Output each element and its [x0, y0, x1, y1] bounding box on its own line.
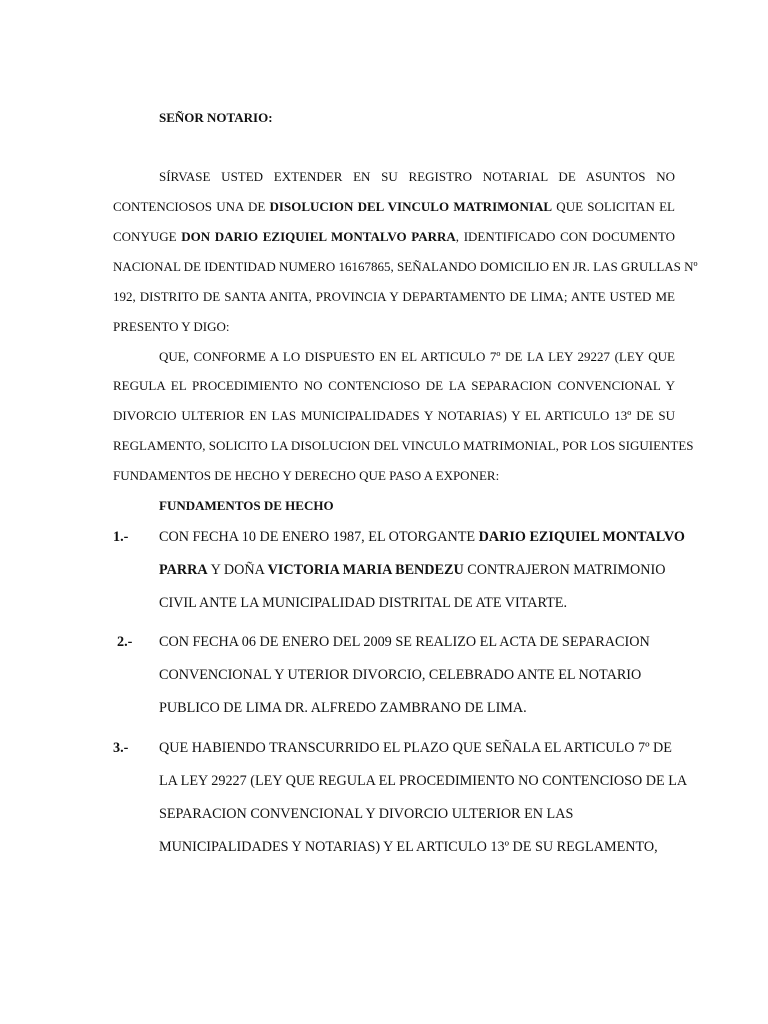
item-3-line-4: MUNICIPALIDADES Y NOTARIAS) Y EL ARTICULO 13º DE SU REGLAMENTO, [159, 839, 658, 855]
item-text: CONTRAJERON MATRIMONIO [463, 562, 666, 578]
item-bold-name: DARIO EZIQUIEL MONTALVO [478, 529, 685, 545]
item-2-line-2: CONVENCIONAL Y UTERIOR DIVORCIO, CELEBRADO ANTE EL NOTARIO [159, 667, 642, 683]
intro-line-5: 192, DISTRITO DE SANTA ANITA, PROVINCIA Y DEPARTAMENTO DE LIMA; ANTE USTED ME [113, 289, 675, 304]
intro-text: , IDENTIFICADO CON DOCUMENTO [455, 229, 675, 244]
item-2-line-1: CON FECHA 06 DE ENERO DEL 2009 SE REALIZO EL ACTA DE SEPARACION [159, 634, 650, 650]
intro-text: CONYUGE [113, 229, 182, 244]
item-1-line-2 [159, 561, 666, 579]
item-text: Y DOÑA [207, 562, 268, 578]
para2-line-2: REGULA EL PROCEDIMIENTO NO CONTENCIOSO DE LA SEPARACION CONVENCIONAL Y [113, 378, 675, 393]
para2-line-1: QUE, CONFORME A LO DISPUESTO EN EL ARTICULO 7º DE LA LEY 29227 (LEY QUE [159, 349, 675, 364]
item-bold-name: PARRA [159, 562, 208, 578]
item-3-line-3: SEPARACION CONVENCIONAL Y DIVORCIO ULTERIOR EN LAS [159, 806, 574, 822]
para2-line-3: DIVORCIO ULTERIOR EN LAS MUNICIPALIDADES Y NOTARIAS) Y EL ARTICULO 13º DE SU [113, 408, 675, 423]
section-heading: FUNDAMENTOS DE HECHO [159, 498, 334, 513]
item-1-line-1 [159, 528, 685, 546]
item-1-line-3: CIVIL ANTE LA MUNICIPALIDAD DISTRITAL DE ATE VITARTE. [159, 595, 568, 611]
intro-text: CONTENCIOSOS UNA DE [113, 199, 270, 214]
intro-line-1: SÍRVASE USTED EXTENDER EN SU REGISTRO NOTARIAL DE ASUNTOS NO [159, 169, 675, 184]
item-number: 1.- [113, 529, 129, 545]
item-number: 3.- [113, 740, 129, 756]
salutation: SEÑOR NOTARIO: [159, 110, 273, 125]
intro-line-3 [113, 229, 675, 245]
intro-bold-name: DON DARIO EZIQUIEL MONTALVO PARRA [181, 229, 456, 244]
item-text: CON FECHA 10 DE ENERO 1987, EL OTORGANTE [159, 529, 479, 545]
intro-line-4: NACIONAL DE IDENTIDAD NUMERO 16167865, SEÑALANDO DOMICILIO EN JR. LAS GRULLAS Nº [113, 259, 698, 274]
item-3-line-2: LA LEY 29227 (LEY QUE REGULA EL PROCEDIMIENTO NO CONTENCIOSO DE LA [159, 773, 688, 789]
intro-text: QUE SOLICITAN EL [552, 199, 676, 214]
para2-line-4: REGLAMENTO, SOLICITO LA DISOLUCION DEL VINCULO MATRIMONIAL, POR LOS SIGUIENTES [113, 438, 694, 453]
intro-line-6: PRESENTO Y DIGO: [113, 319, 230, 334]
item-bold-name: VICTORIA MARIA BENDEZU [267, 562, 464, 578]
item-number: 2.- [117, 634, 133, 650]
item-3-line-1: QUE HABIENDO TRANSCURRIDO EL PLAZO QUE SEÑALA EL ARTICULO 7º DE [159, 740, 672, 756]
item-2-line-3: PUBLICO DE LIMA DR. ALFREDO ZAMBRANO DE LIMA. [159, 700, 527, 716]
para2-line-5: FUNDAMENTOS DE HECHO Y DERECHO QUE PASO A EXPONER: [113, 468, 500, 483]
intro-line-2 [113, 199, 675, 215]
intro-bold-title: DISOLUCION DEL VINCULO MATRIMONIAL [269, 199, 553, 214]
